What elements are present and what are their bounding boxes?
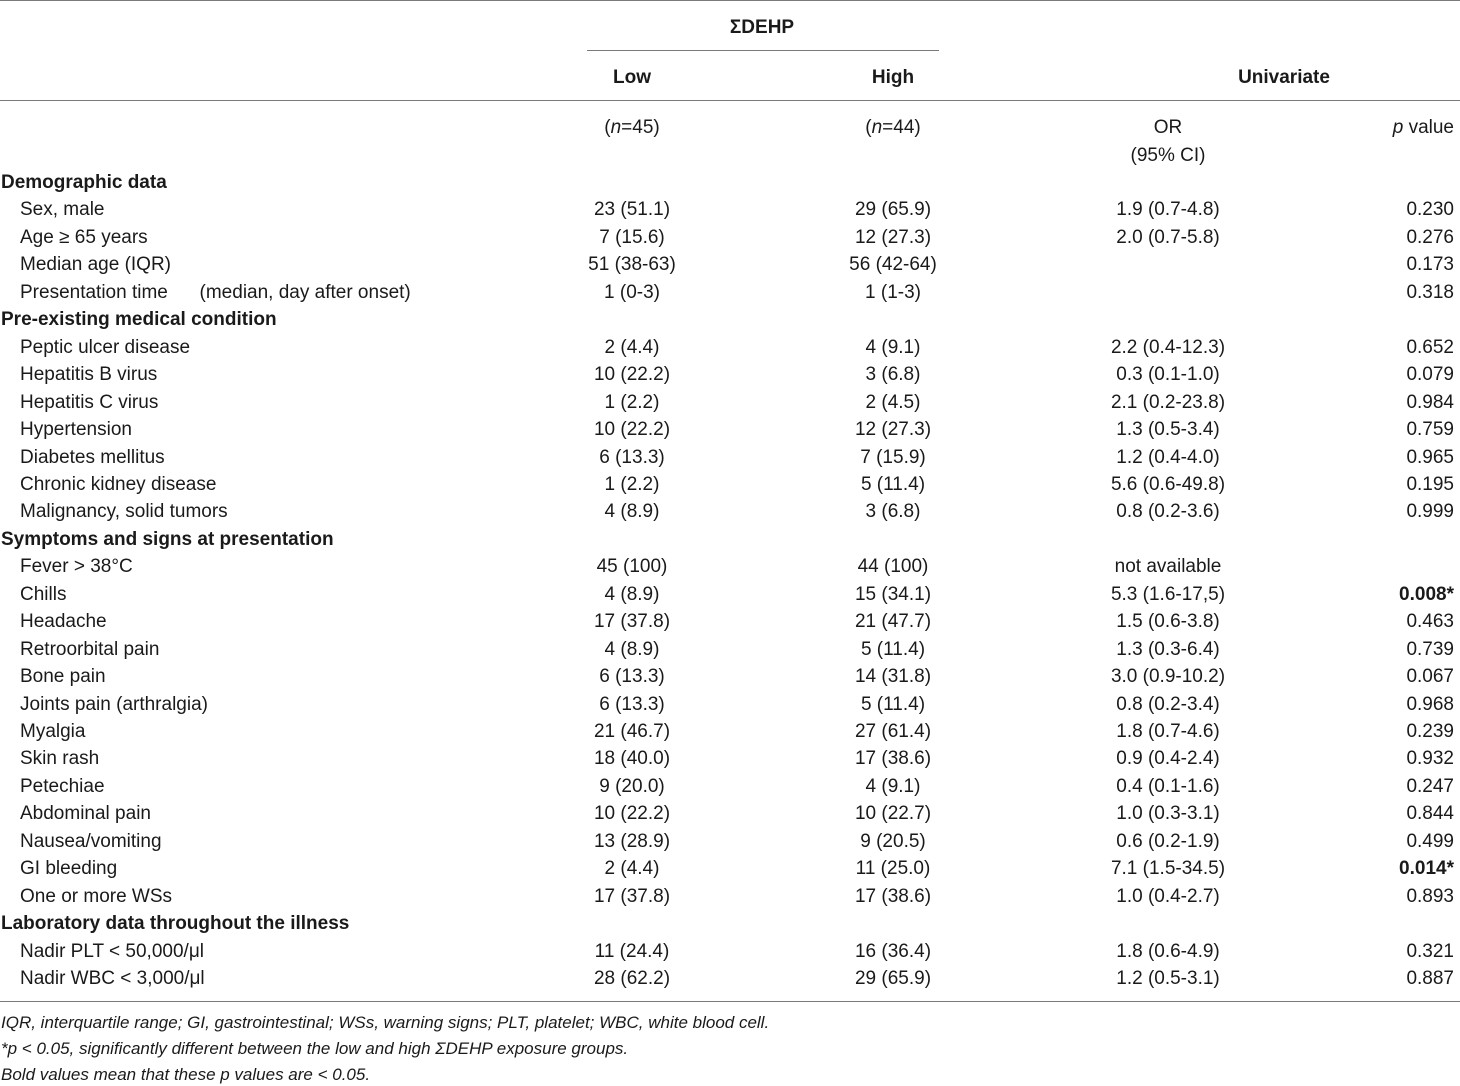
bottom-rule	[0, 1001, 1460, 1002]
cell-low: 9 (20.0)	[599, 776, 665, 797]
cell-p-value: 0.965	[1406, 447, 1454, 468]
cell-low: 10 (22.2)	[593, 364, 671, 385]
cell-p-value: 0.652	[1406, 337, 1454, 358]
cell-high: 9 (20.5)	[860, 831, 926, 852]
cell-low: 1 (2.2)	[604, 392, 660, 413]
cell-low: 17 (37.8)	[593, 611, 671, 632]
group-header-sigma-dehp: ΣDEHP	[729, 17, 795, 38]
cell-or-ci: 0.9 (0.4-2.4)	[1116, 748, 1220, 769]
cell-or-ci: 1.0 (0.3-3.1)	[1116, 803, 1220, 824]
section-title: Pre-existing medical condition	[1, 309, 277, 330]
cell-high: 29 (65.9)	[854, 968, 932, 989]
cell-high: 7 (15.9)	[860, 447, 926, 468]
cell-high: 10 (22.7)	[854, 803, 932, 824]
cell-low: 2 (4.4)	[604, 858, 660, 879]
cell-or-ci: 2.2 (0.4-12.3)	[1110, 337, 1226, 358]
cell-low: 17 (37.8)	[593, 886, 671, 907]
column-header-low: Low	[613, 67, 651, 88]
n-high-label: (n=44)	[865, 117, 921, 138]
cell-or-ci: 1.2 (0.5-3.1)	[1116, 968, 1220, 989]
cell-p-value: 0.014*	[1399, 858, 1454, 879]
row-label: Myalgia	[20, 721, 86, 742]
row-label: Hypertension	[20, 419, 132, 440]
p-value-header: p value	[1392, 117, 1454, 138]
cell-p-value: 0.887	[1406, 968, 1454, 989]
cell-low: 11 (24.4)	[594, 941, 670, 962]
row-label: Median age (IQR)	[20, 254, 172, 275]
cell-or-ci: 1.9 (0.7-4.8)	[1116, 199, 1220, 220]
cell-or-ci: not available	[1114, 556, 1222, 577]
row-label: GI bleeding	[20, 858, 118, 879]
row-label: Headache	[20, 611, 107, 632]
cell-p-value: 0.239	[1406, 721, 1454, 742]
cell-high: 5 (11.4)	[860, 639, 926, 660]
or-label: OR	[1153, 117, 1183, 138]
cell-high: 44 (100)	[857, 556, 929, 577]
cell-low: 4 (8.9)	[604, 501, 660, 522]
cell-or-ci: 0.8 (0.2-3.4)	[1116, 694, 1220, 715]
cell-or-ci: 0.8 (0.2-3.6)	[1116, 501, 1220, 522]
row-label: Chills	[20, 584, 67, 605]
cell-low: 4 (8.9)	[604, 639, 660, 660]
cell-p-value: 0.499	[1406, 831, 1454, 852]
cell-p-value: 0.247	[1406, 776, 1454, 797]
cell-p-value: 0.321	[1406, 941, 1454, 962]
cell-high: 16 (36.4)	[854, 941, 932, 962]
row-label: Age ≥ 65 years	[20, 227, 148, 248]
row-label: Petechiae	[20, 776, 105, 797]
cell-p-value: 0.276	[1406, 227, 1454, 248]
row-label: Abdominal pain	[20, 803, 151, 824]
cell-high: 2 (4.5)	[865, 392, 921, 413]
cell-or-ci: 7.1 (1.5-34.5)	[1110, 858, 1226, 879]
row-label: Fever > 38°C	[20, 556, 133, 577]
cell-high: 17 (38.6)	[854, 748, 932, 769]
cell-low: 23 (51.1)	[593, 199, 671, 220]
section-title: Laboratory data throughout the illness	[1, 913, 350, 934]
cell-high: 12 (27.3)	[854, 419, 932, 440]
cell-high: 11 (25.0)	[855, 858, 931, 879]
cell-low: 6 (13.3)	[599, 666, 665, 687]
cell-or-ci: 2.0 (0.7-5.8)	[1116, 227, 1220, 248]
column-header-high: High	[871, 67, 915, 88]
row-label: Joints pain (arthralgia)	[20, 694, 208, 715]
footnote-significance: *p < 0.05, significantly different between the low and high ΣDEHP exposure groups.	[1, 1039, 629, 1058]
section-title: Demographic data	[1, 172, 167, 193]
cell-low: 21 (46.7)	[593, 721, 671, 742]
cell-low: 51 (38-63)	[588, 254, 676, 275]
cell-low: 2 (4.4)	[604, 337, 660, 358]
column-header-univariate: Univariate	[1238, 67, 1330, 88]
cell-or-ci: 0.3 (0.1-1.0)	[1116, 364, 1220, 385]
cell-high: 1 (1-3)	[865, 282, 921, 303]
cell-or-ci: 2.1 (0.2-23.8)	[1110, 392, 1226, 413]
row-label: Diabetes mellitus	[20, 447, 165, 468]
row-label: Hepatitis B virus	[20, 364, 158, 385]
footnote-abbreviations: IQR, interquartile range; GI, gastrointestinal; WSs, warning signs; PLT, platelet; WBC, white blood cell.	[1, 1013, 770, 1032]
row-label: One or more WSs	[20, 886, 173, 907]
cell-or-ci: 3.0 (0.9-10.2)	[1110, 666, 1226, 687]
cell-p-value: 0.999	[1406, 501, 1454, 522]
cell-high: 5 (11.4)	[860, 474, 926, 495]
cell-or-ci: 1.3 (0.3-6.4)	[1116, 639, 1220, 660]
cell-high: 3 (6.8)	[865, 364, 921, 385]
cell-high: 3 (6.8)	[865, 501, 921, 522]
cell-or-ci: 1.8 (0.6-4.9)	[1116, 941, 1220, 962]
row-label: Hepatitis C virus	[20, 392, 159, 413]
cell-or-ci: 1.5 (0.6-3.8)	[1116, 611, 1220, 632]
row-label: Chronic kidney disease	[20, 474, 217, 495]
row-label: Peptic ulcer disease	[20, 337, 191, 358]
cell-high: 21 (47.7)	[854, 611, 932, 632]
cell-low: 1 (2.2)	[604, 474, 660, 495]
cell-or-ci: 0.6 (0.2-1.9)	[1116, 831, 1220, 852]
cell-high: 17 (38.6)	[854, 886, 932, 907]
cell-p-value: 0.195	[1406, 474, 1454, 495]
cell-high: 12 (27.3)	[854, 227, 932, 248]
group-header-underline	[587, 50, 939, 51]
cell-low: 10 (22.2)	[593, 419, 671, 440]
cell-low: 28 (62.2)	[593, 968, 671, 989]
cell-low: 6 (13.3)	[599, 447, 665, 468]
top-rule	[0, 0, 1460, 1]
cell-low: 7 (15.6)	[599, 227, 665, 248]
row-label: Nausea/vomiting	[20, 831, 162, 852]
cell-p-value: 0.067	[1406, 666, 1454, 687]
cell-p-value: 0.739	[1406, 639, 1454, 660]
cell-p-value: 0.230	[1406, 199, 1454, 220]
cell-low: 45 (100)	[596, 556, 668, 577]
cell-high: 5 (11.4)	[860, 694, 926, 715]
cell-p-value: 0.968	[1406, 694, 1454, 715]
cell-or-ci: 1.8 (0.7-4.6)	[1116, 721, 1220, 742]
cell-low: 18 (40.0)	[593, 748, 671, 769]
section-title: Symptoms and signs at presentation	[1, 529, 334, 550]
row-label: Nadir PLT < 50,000/μl	[20, 941, 204, 962]
cell-p-value: 0.893	[1406, 886, 1454, 907]
cell-low: 6 (13.3)	[599, 694, 665, 715]
row-label: Sex, male	[20, 199, 105, 220]
cell-p-value: 0.759	[1406, 419, 1454, 440]
footnote-bold-values: Bold values mean that these p values are < 0.05.	[1, 1065, 371, 1084]
ci-label: (95% CI)	[1130, 145, 1206, 166]
cell-high: 29 (65.9)	[854, 199, 932, 220]
cell-or-ci: 0.4 (0.1-1.6)	[1116, 776, 1220, 797]
cell-p-value: 0.318	[1406, 282, 1454, 303]
cell-or-ci: 1.2 (0.4-4.0)	[1116, 447, 1220, 468]
cell-low: 4 (8.9)	[604, 584, 660, 605]
header-rule	[0, 100, 1460, 101]
cell-high: 4 (9.1)	[865, 776, 921, 797]
cell-p-value: 0.463	[1406, 611, 1454, 632]
row-label: Nadir WBC < 3,000/μl	[20, 968, 205, 989]
cell-low: 13 (28.9)	[593, 831, 671, 852]
cell-or-ci: 5.6 (0.6-49.8)	[1110, 474, 1226, 495]
n-low-label: (n=45)	[604, 117, 660, 138]
cell-p-value: 0.079	[1406, 364, 1454, 385]
cell-p-value: 0.932	[1406, 748, 1454, 769]
cell-p-value: 0.844	[1406, 803, 1454, 824]
cell-high: 14 (31.8)	[854, 666, 932, 687]
cell-or-ci: 1.3 (0.5-3.4)	[1116, 419, 1220, 440]
cell-high: 27 (61.4)	[854, 721, 932, 742]
cell-p-value: 0.984	[1406, 392, 1454, 413]
cell-high: 15 (34.1)	[854, 584, 932, 605]
row-label: Presentation time (median, day after onset)	[20, 282, 411, 303]
cell-low: 10 (22.2)	[593, 803, 671, 824]
cell-p-value: 0.008*	[1399, 584, 1454, 605]
row-label: Bone pain	[20, 666, 106, 687]
row-label: Malignancy, solid tumors	[20, 501, 228, 522]
cell-high: 4 (9.1)	[865, 337, 921, 358]
cell-low: 1 (0-3)	[604, 282, 660, 303]
cell-p-value: 0.173	[1406, 254, 1454, 275]
cell-or-ci: 1.0 (0.4-2.7)	[1116, 886, 1220, 907]
row-label: Retroorbital pain	[20, 639, 160, 660]
cell-high: 56 (42-64)	[849, 254, 937, 275]
cell-or-ci: 5.3 (1.6-17,5)	[1110, 584, 1226, 605]
row-label: Skin rash	[20, 748, 100, 769]
